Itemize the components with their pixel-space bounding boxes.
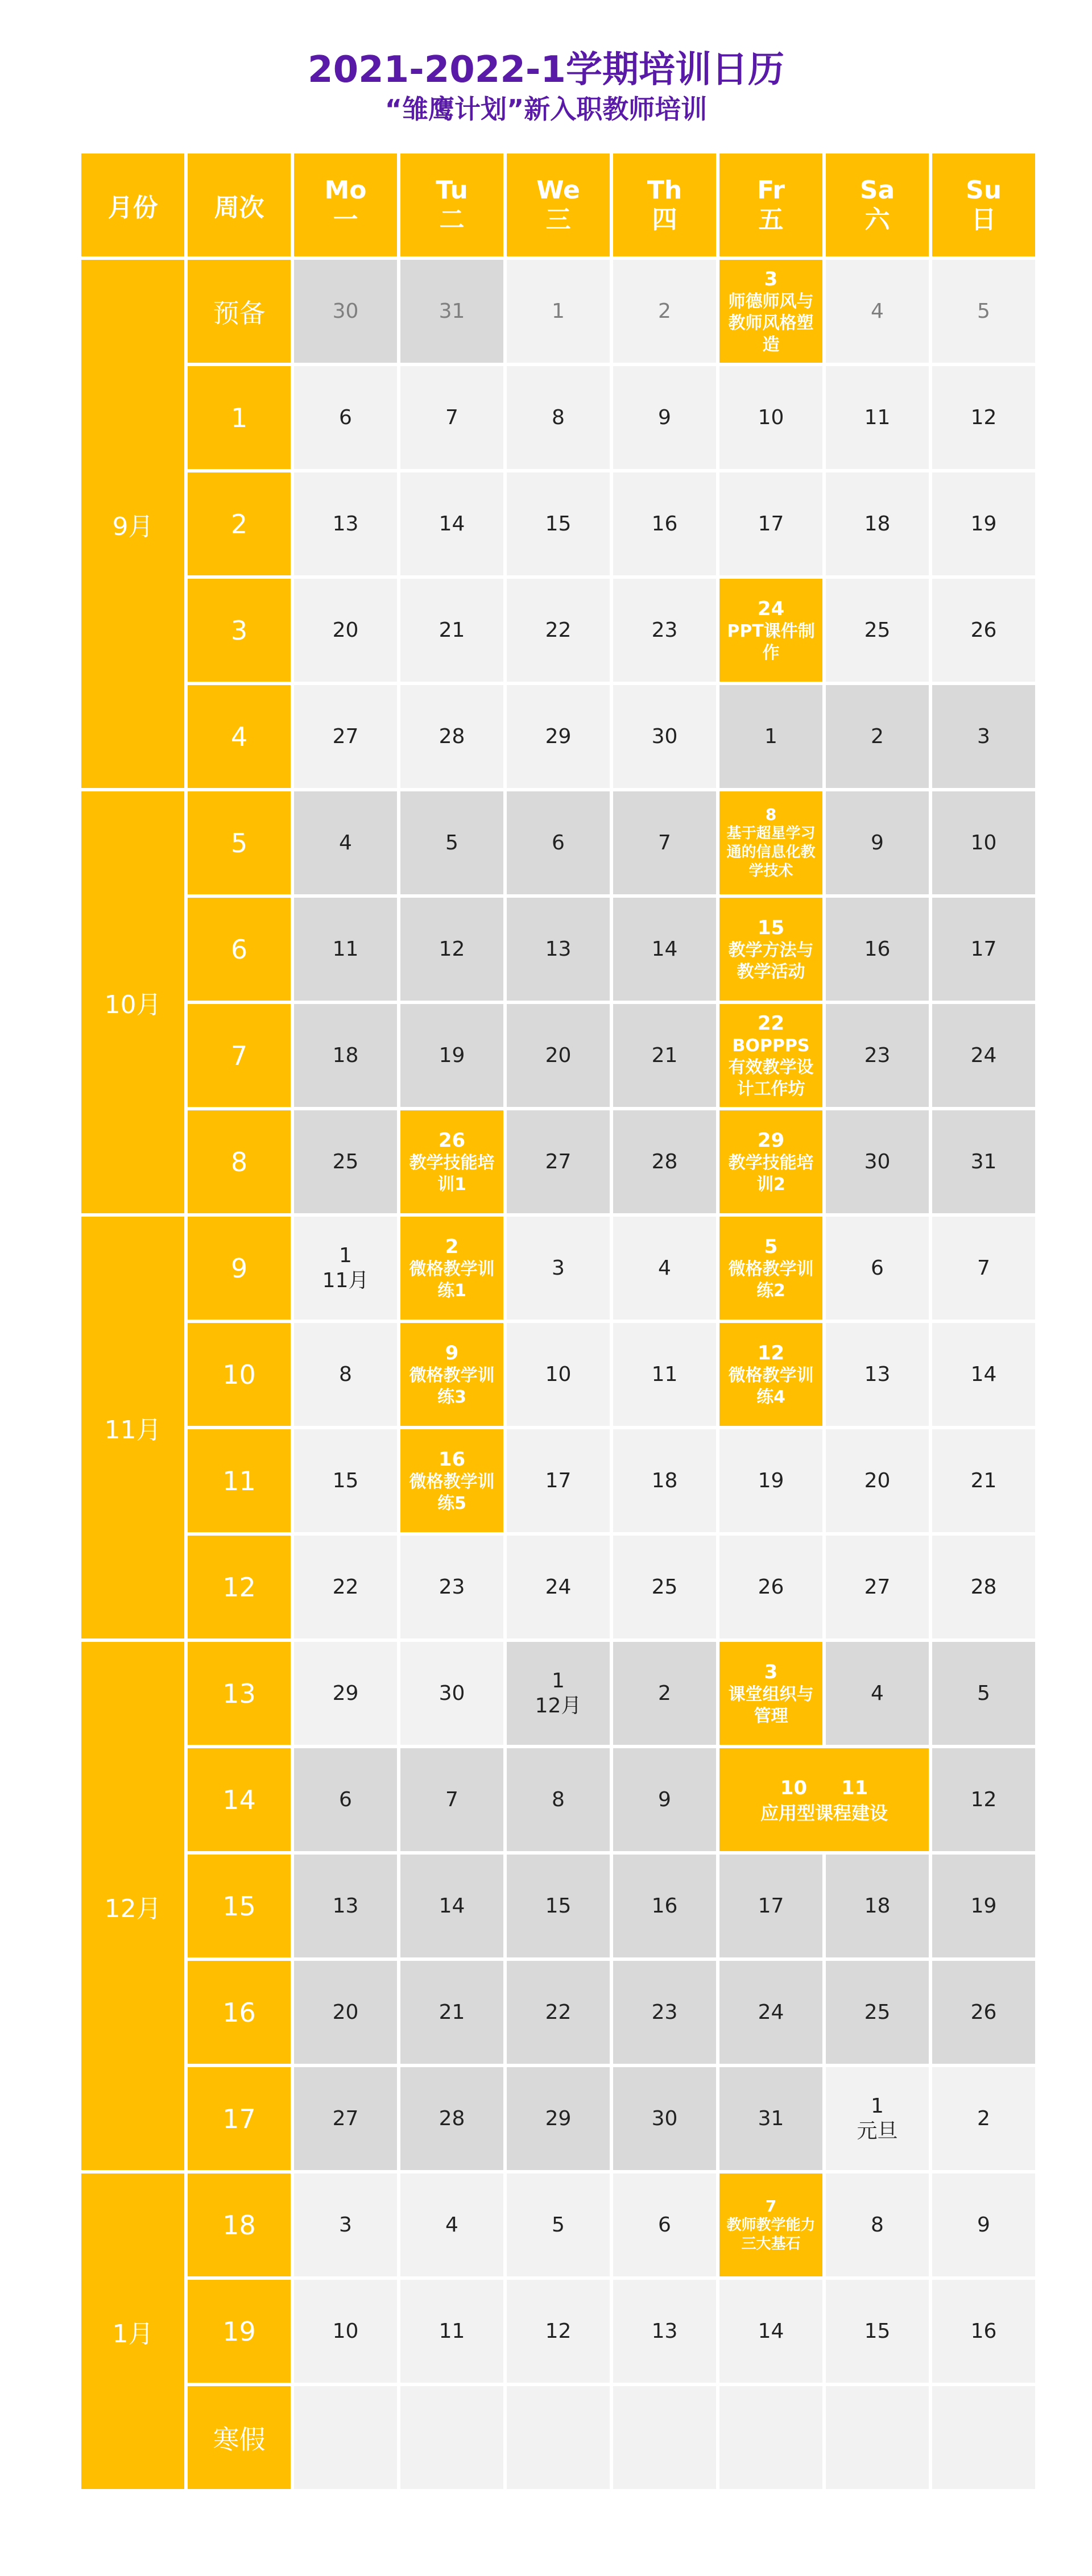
event-date: 10	[780, 1776, 807, 1799]
day-cell: 14	[613, 898, 716, 1001]
event-date: 26	[438, 1129, 466, 1152]
week-number-cell: 寒假	[188, 2386, 291, 2489]
day-cell: 13	[294, 1855, 397, 1957]
day-cell: 16	[932, 2280, 1035, 2383]
day-cell: 25	[826, 579, 929, 682]
event-dates	[780, 1775, 868, 1801]
day-header-tu	[400, 154, 503, 256]
week-number-cell: 19	[188, 2280, 291, 2383]
day-cell: 3	[507, 1217, 610, 1320]
day-cell: 18	[826, 1855, 929, 1957]
day-cell: 1	[719, 685, 822, 788]
day-header-en: Mo	[324, 175, 367, 205]
day-cell: 5	[932, 1642, 1035, 1745]
day-cell: 8	[507, 1748, 610, 1851]
empty-day-cell	[507, 2386, 610, 2489]
day-header-mo	[294, 154, 397, 256]
day-cell	[294, 1217, 397, 1320]
day-cell: 9	[613, 1748, 716, 1851]
event-title: 微格教学训练2	[728, 1259, 814, 1301]
day-header-cn: 日	[971, 205, 996, 234]
day-cell: 15	[826, 2280, 929, 2383]
week-number-cell: 7	[188, 1004, 291, 1107]
event-date: 29	[757, 1129, 785, 1152]
day-cell: 15	[507, 1855, 610, 1957]
week-number-cell: 17	[188, 2067, 291, 2170]
week-number-cell: 2	[188, 472, 291, 575]
day-cell: 23	[613, 579, 716, 682]
week-number-cell: 9	[188, 1217, 291, 1320]
event-title: 微格教学训练3	[409, 1365, 495, 1407]
training-event-cell[interactable]	[719, 1642, 822, 1745]
event-title: 微格教学训练1	[409, 1259, 495, 1301]
week-number-cell: 12	[188, 1536, 291, 1638]
day-cell: 20	[294, 579, 397, 682]
day-cell: 13	[613, 2280, 716, 2383]
day-cell: 23	[613, 1961, 716, 2064]
week-number-cell: 5	[188, 791, 291, 894]
day-cell: 17	[507, 1429, 610, 1532]
event-title: 微格教学训练4	[728, 1365, 814, 1407]
day-cell: 19	[932, 472, 1035, 575]
day-cell: 23	[826, 1004, 929, 1107]
day-cell: 28	[400, 685, 503, 788]
training-event-cell[interactable]	[719, 579, 822, 682]
day-cell: 4	[826, 260, 929, 363]
day-cell: 30	[826, 1110, 929, 1213]
month-column-header: 月份	[81, 154, 184, 256]
empty-day-cell	[719, 2386, 822, 2489]
day-cell: 16	[826, 898, 929, 1001]
day-cell: 2	[613, 260, 716, 363]
day-cell: 16	[613, 1855, 716, 1957]
day-cell: 8	[507, 366, 610, 469]
day-cell: 26	[719, 1536, 822, 1638]
day-cell: 31	[932, 1110, 1035, 1213]
day-cell: 25	[613, 1536, 716, 1638]
day-cell: 4	[613, 1217, 716, 1320]
day-number: 1	[871, 2094, 884, 2118]
day-cell: 26	[932, 579, 1035, 682]
event-date: 5	[764, 1235, 778, 1258]
event-title: 教学技能培训2	[728, 1152, 814, 1194]
day-cell: 14	[932, 1323, 1035, 1426]
day-cell: 27	[507, 1110, 610, 1213]
day-cell: 30	[613, 2067, 716, 2170]
day-cell: 13	[507, 898, 610, 1001]
empty-day-cell	[932, 2386, 1035, 2489]
event-date: 15	[757, 916, 785, 939]
day-cell: 21	[932, 1429, 1035, 1532]
day-cell: 10	[507, 1323, 610, 1426]
day-cell: 21	[400, 579, 503, 682]
week-number-cell: 8	[188, 1110, 291, 1213]
day-cell: 19	[932, 1855, 1035, 1957]
week-number-cell: 11	[188, 1429, 291, 1532]
day-cell: 10	[294, 2280, 397, 2383]
day-number: 1	[339, 1243, 352, 1267]
day-note: 元旦	[857, 2119, 898, 2143]
empty-day-cell	[613, 2386, 716, 2489]
event-title: BOPPPS有效教学设计工作坊	[728, 1035, 814, 1099]
training-event-cell[interactable]	[400, 1110, 503, 1213]
day-cell: 31	[719, 2067, 822, 2170]
day-cell: 29	[507, 2067, 610, 2170]
week-number-cell: 14	[188, 1748, 291, 1851]
day-cell: 9	[613, 366, 716, 469]
day-header-fr	[719, 154, 822, 256]
day-cell: 20	[507, 1004, 610, 1107]
day-cell: 30	[400, 1642, 503, 1745]
day-cell: 28	[613, 1110, 716, 1213]
day-header-en: Tu	[436, 175, 468, 205]
day-cell: 13	[826, 1323, 929, 1426]
week-number-cell: 18	[188, 2173, 291, 2276]
day-cell: 17	[719, 1855, 822, 1957]
day-cell: 20	[294, 1961, 397, 2064]
day-cell: 18	[613, 1429, 716, 1532]
day-header-en: Sa	[859, 175, 895, 205]
training-event-cell[interactable]	[400, 1323, 503, 1426]
day-cell: 6	[826, 1217, 929, 1320]
day-cell: 29	[507, 685, 610, 788]
week-number-cell: 13	[188, 1642, 291, 1745]
training-event-cell[interactable]	[719, 898, 822, 1001]
empty-day-cell	[400, 2386, 503, 2489]
day-header-cn: 三	[545, 205, 571, 234]
day-cell: 11	[400, 2280, 503, 2383]
event-title: 教师教学能力三大基石	[726, 2216, 816, 2253]
training-event-cell[interactable]	[719, 1323, 822, 1426]
training-event-cell[interactable]	[719, 1748, 929, 1851]
day-header-th	[613, 154, 716, 256]
training-calendar	[81, 154, 1035, 2489]
day-cell: 12	[932, 366, 1035, 469]
day-cell: 18	[294, 1004, 397, 1107]
day-cell: 14	[400, 472, 503, 575]
event-title: 教学方法与教学活动	[728, 940, 814, 982]
day-cell: 29	[294, 1642, 397, 1745]
month-cell: 1月	[81, 2173, 184, 2489]
day-cell: 10	[932, 791, 1035, 894]
day-header-cn: 一	[333, 205, 358, 234]
week-column-header: 周次	[188, 154, 291, 256]
day-cell: 15	[294, 1429, 397, 1532]
day-cell: 15	[507, 472, 610, 575]
week-number-cell: 3	[188, 579, 291, 682]
day-cell: 31	[400, 260, 503, 363]
day-cell: 7	[613, 791, 716, 894]
day-cell: 5	[400, 791, 503, 894]
day-header-en: Th	[647, 175, 682, 205]
day-cell: 28	[400, 2067, 503, 2170]
event-date: 9	[445, 1341, 459, 1364]
day-cell: 25	[826, 1961, 929, 2064]
day-cell: 24	[719, 1961, 822, 2064]
day-cell: 21	[613, 1004, 716, 1107]
week-number-cell: 15	[188, 1855, 291, 1957]
day-cell: 10	[719, 366, 822, 469]
month-cell: 12月	[81, 1642, 184, 2170]
training-event-cell[interactable]	[719, 260, 822, 363]
day-cell: 6	[294, 366, 397, 469]
day-cell: 18	[826, 472, 929, 575]
day-cell: 9	[932, 2173, 1035, 2276]
day-cell: 7	[932, 1217, 1035, 1320]
event-title: 基于超星学习通的信息化教学技术	[726, 825, 816, 880]
day-cell: 4	[826, 1642, 929, 1745]
day-cell: 14	[719, 2280, 822, 2383]
training-event-cell[interactable]	[719, 1110, 822, 1213]
day-header-cn: 六	[864, 205, 890, 234]
day-cell: 26	[932, 1961, 1035, 2064]
month-cell: 10月	[81, 791, 184, 1213]
day-note: 12月	[535, 1694, 582, 1718]
day-cell: 17	[932, 898, 1035, 1001]
event-title: 教学技能培训1	[409, 1152, 495, 1194]
day-header-en: We	[536, 175, 580, 205]
training-event-cell[interactable]	[719, 1217, 822, 1320]
day-cell: 21	[400, 1961, 503, 2064]
week-number-cell: 1	[188, 366, 291, 469]
day-cell: 11	[826, 366, 929, 469]
day-cell: 14	[400, 1855, 503, 1957]
training-event-cell[interactable]	[719, 1004, 822, 1107]
event-date: 8	[765, 805, 777, 824]
week-number-cell: 预备	[188, 260, 291, 363]
page-title: 2021-2022-1学期培训日历	[308, 49, 784, 91]
event-date: 22	[757, 1011, 785, 1035]
day-header-we	[507, 154, 610, 256]
day-cell: 6	[507, 791, 610, 894]
empty-day-cell	[294, 2386, 397, 2489]
day-header-en: Fr	[757, 175, 785, 205]
day-cell: 22	[507, 579, 610, 682]
day-cell: 5	[507, 2173, 610, 2276]
day-cell: 2	[613, 1642, 716, 1745]
day-cell: 19	[400, 1004, 503, 1107]
day-header-cn: 五	[758, 205, 784, 234]
day-cell: 11	[613, 1323, 716, 1426]
week-number-cell: 16	[188, 1961, 291, 2064]
event-title: 微格教学训练5	[409, 1471, 495, 1513]
week-number-cell: 4	[188, 685, 291, 788]
day-cell: 24	[932, 1004, 1035, 1107]
day-cell: 11	[294, 898, 397, 1001]
page-subtitle: “雏鹰计划”新入职教师培训	[384, 94, 708, 125]
day-cell: 12	[932, 1748, 1035, 1851]
day-header-en: Su	[965, 175, 1002, 205]
day-cell: 27	[294, 685, 397, 788]
training-event-cell[interactable]	[719, 2173, 822, 2276]
day-cell: 6	[294, 1748, 397, 1851]
day-cell: 27	[294, 2067, 397, 2170]
day-cell: 17	[719, 472, 822, 575]
event-date: 3	[764, 1660, 778, 1683]
day-cell: 6	[613, 2173, 716, 2276]
day-cell: 7	[400, 1748, 503, 1851]
day-cell: 3	[932, 685, 1035, 788]
event-title: 应用型课程建设	[760, 1802, 888, 1824]
day-header-cn: 四	[652, 205, 677, 234]
event-title: 课堂组织与管理	[728, 1684, 814, 1726]
training-event-cell[interactable]	[400, 1429, 503, 1532]
day-cell: 30	[613, 685, 716, 788]
training-event-cell[interactable]	[400, 1217, 503, 1320]
day-cell: 7	[400, 366, 503, 469]
month-cell: 11月	[81, 1217, 184, 1638]
day-cell	[826, 2067, 929, 2170]
event-title: 师德师风与教师风格塑造	[728, 291, 814, 355]
day-cell: 2	[826, 685, 929, 788]
week-number-cell: 6	[188, 898, 291, 1001]
event-date: 7	[765, 2196, 777, 2216]
empty-day-cell	[826, 2386, 929, 2489]
day-header-sa	[826, 154, 929, 256]
event-date: 11	[841, 1776, 868, 1799]
event-date: 2	[445, 1235, 459, 1258]
day-cell: 8	[826, 2173, 929, 2276]
day-cell: 25	[294, 1110, 397, 1213]
day-cell: 28	[932, 1536, 1035, 1638]
day-cell: 30	[294, 260, 397, 363]
day-cell: 20	[826, 1429, 929, 1532]
day-cell: 16	[613, 472, 716, 575]
day-header-su	[932, 154, 1035, 256]
event-date: 12	[757, 1341, 785, 1364]
event-date: 24	[757, 597, 785, 620]
day-cell: 9	[826, 791, 929, 894]
day-cell: 27	[826, 1536, 929, 1638]
day-cell: 22	[294, 1536, 397, 1638]
event-date: 16	[438, 1447, 466, 1471]
day-number: 1	[552, 1669, 565, 1693]
day-cell: 3	[294, 2173, 397, 2276]
day-cell: 4	[400, 2173, 503, 2276]
day-cell: 8	[294, 1323, 397, 1426]
event-date: 3	[764, 267, 778, 291]
day-cell: 5	[932, 260, 1035, 363]
day-cell: 2	[932, 2067, 1035, 2170]
day-cell: 1	[507, 260, 610, 363]
training-event-cell[interactable]	[719, 791, 822, 894]
day-cell	[507, 1642, 610, 1745]
day-cell: 12	[400, 898, 503, 1001]
month-cell: 9月	[81, 260, 184, 788]
day-note: 11月	[322, 1268, 369, 1292]
event-title: PPT课件制作	[727, 621, 815, 663]
day-cell: 23	[400, 1536, 503, 1638]
day-cell: 13	[294, 472, 397, 575]
day-cell: 4	[294, 791, 397, 894]
day-cell: 19	[719, 1429, 822, 1532]
day-cell: 24	[507, 1536, 610, 1638]
day-cell: 12	[507, 2280, 610, 2383]
day-cell: 22	[507, 1961, 610, 2064]
week-number-cell: 10	[188, 1323, 291, 1426]
day-header-cn: 二	[439, 205, 465, 234]
